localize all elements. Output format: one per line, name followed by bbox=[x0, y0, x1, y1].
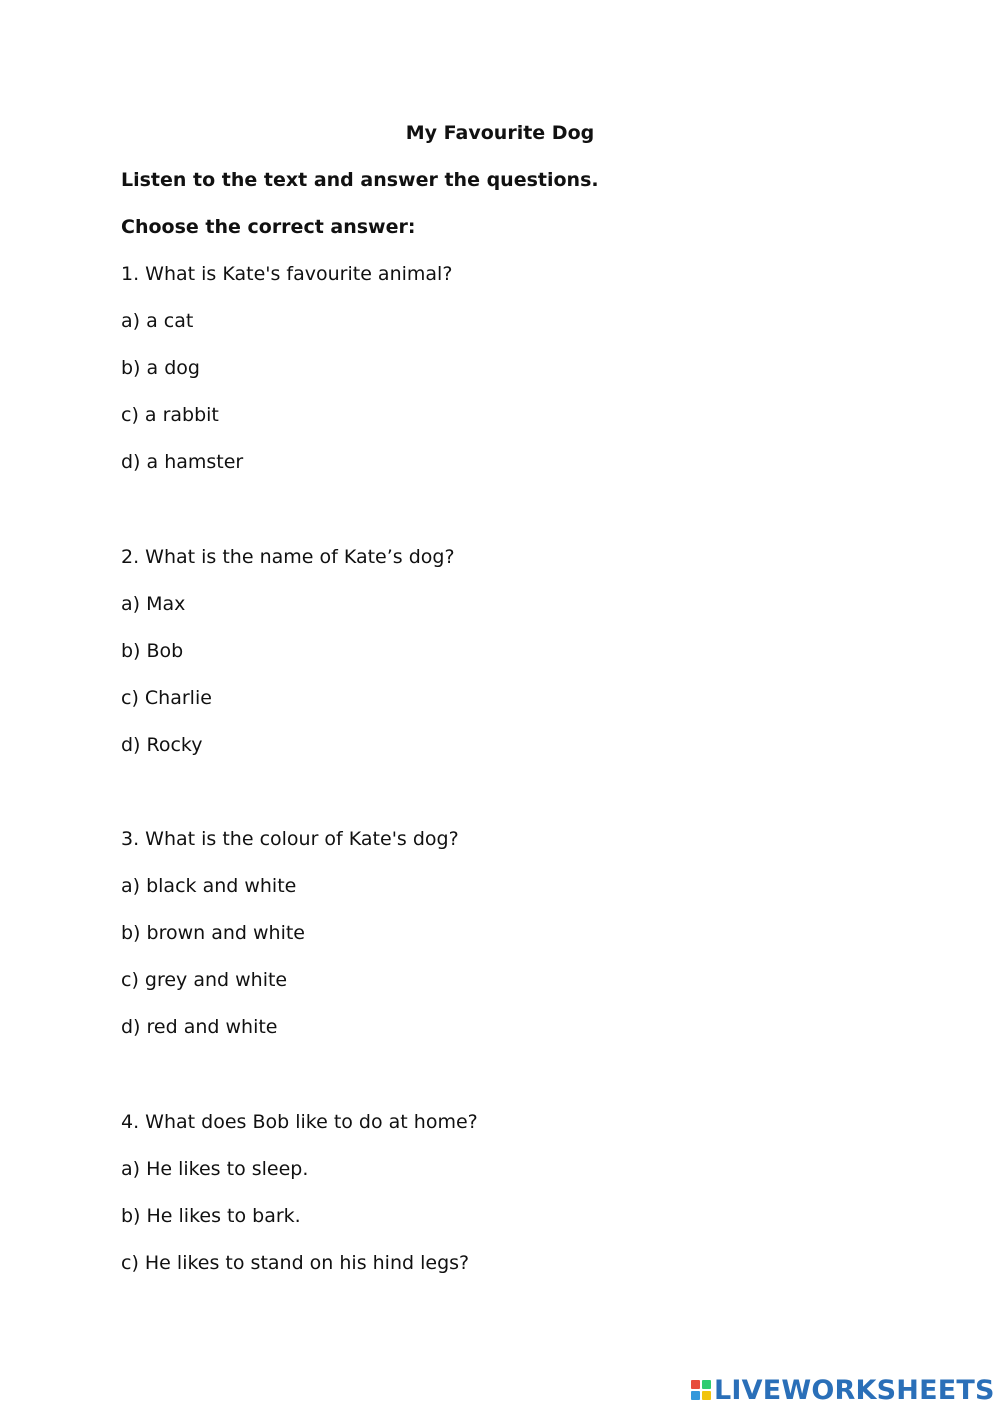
answer-option[interactable]: c) grey and white bbox=[121, 969, 288, 991]
answer-option[interactable]: a) black and white bbox=[121, 875, 297, 897]
question-1: 1. What is Kate's favourite animal? bbox=[121, 263, 453, 285]
brand-name: LIVEWORKSHEETS bbox=[714, 1374, 995, 1406]
answer-option[interactable]: a) a cat bbox=[121, 310, 194, 332]
answer-option[interactable]: a) Max bbox=[121, 593, 186, 615]
answer-option[interactable]: c) He likes to stand on his hind legs? bbox=[121, 1252, 470, 1274]
liveworksheets-logo-icon bbox=[691, 1380, 711, 1400]
question-2: 2. What is the name of Kate’s dog? bbox=[121, 546, 455, 568]
answer-option[interactable]: a) He likes to sleep. bbox=[121, 1158, 309, 1180]
instruction-text: Listen to the text and answer the questions. bbox=[121, 169, 599, 191]
answer-option[interactable]: b) He likes to bark. bbox=[121, 1205, 301, 1227]
answer-option[interactable]: d) red and white bbox=[121, 1016, 278, 1038]
answer-option[interactable]: c) a rabbit bbox=[121, 404, 219, 426]
answer-option[interactable]: d) Rocky bbox=[121, 734, 203, 756]
page-title: My Favourite Dog bbox=[405, 122, 595, 144]
answer-option[interactable]: d) a hamster bbox=[121, 451, 244, 473]
subinstruction-text: Choose the correct answer: bbox=[121, 216, 416, 238]
question-4: 4. What does Bob like to do at home? bbox=[121, 1111, 478, 1133]
answer-option[interactable]: c) Charlie bbox=[121, 687, 212, 709]
question-3: 3. What is the colour of Kate's dog? bbox=[121, 828, 459, 850]
answer-option[interactable]: b) Bob bbox=[121, 640, 184, 662]
liveworksheets-logo bbox=[691, 1374, 995, 1406]
answer-option[interactable]: b) a dog bbox=[121, 357, 200, 379]
answer-option[interactable]: b) brown and white bbox=[121, 922, 305, 944]
